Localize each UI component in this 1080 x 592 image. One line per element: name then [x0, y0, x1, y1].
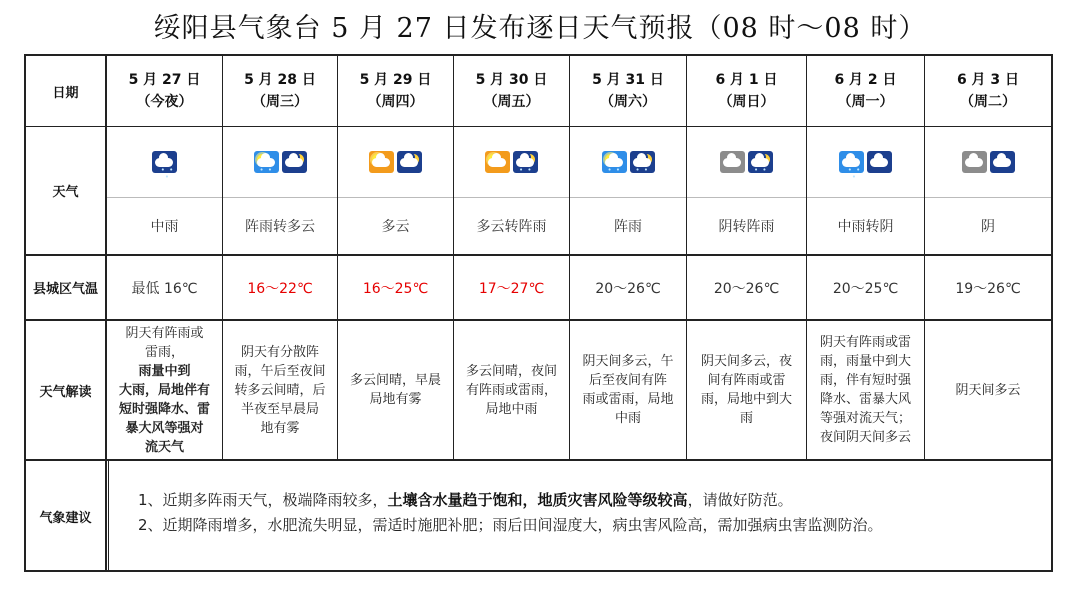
day-rain-icon: • • • — [839, 151, 864, 173]
interp-line: 暴大风等强对 — [125, 420, 204, 436]
interp-line: 雨或雷雨，局地 — [582, 392, 674, 407]
weather-desc: 阴转阵雨 — [718, 219, 775, 235]
night-overcast-icon — [867, 151, 892, 173]
row-label-weather: 天气 — [52, 185, 79, 200]
interp-line: 雨，午后至夜间 — [234, 363, 326, 379]
weekday-label: （周四） — [367, 94, 424, 110]
page-title: 绥阳县气象台 5 月 27 日发布逐日天气预报（08 时～08 时） — [153, 13, 927, 44]
weather-icons — [107, 127, 222, 197]
interp-line: 流天气 — [144, 439, 184, 455]
interp-line: 等强对流天气； — [819, 411, 911, 426]
night-shower-icon: • • — [630, 151, 655, 173]
interp-line: 雨量中到 — [138, 363, 191, 379]
interp-line: 半夜至早晨局 — [240, 401, 319, 417]
date-header — [338, 56, 453, 126]
interp-line: 雨 — [739, 411, 753, 426]
temperature: 20～25℃ — [832, 280, 899, 297]
date-header — [454, 56, 569, 126]
interp-line: 阴天有分散阵 — [240, 344, 319, 360]
weather-icons — [925, 127, 1051, 197]
date-header — [925, 56, 1051, 126]
icon-group — [152, 151, 177, 181]
icon-group — [720, 151, 773, 173]
icon-group — [839, 151, 892, 181]
night-partly-cloudy-icon — [397, 151, 422, 173]
interp-line: 短时强降水、雷 — [118, 401, 210, 417]
row-label-interp: 天气解读 — [39, 384, 92, 400]
date-label: 6 月 2 日 — [834, 72, 897, 88]
weekday-label: （周一） — [837, 94, 894, 110]
date-label: 6 月 3 日 — [956, 72, 1020, 88]
weather-interp — [107, 321, 222, 459]
day-shower-icon: • • — [254, 151, 279, 173]
weekday-label: （周二） — [960, 94, 1016, 110]
temperature: 16～22℃ — [247, 280, 313, 297]
weather-icons — [687, 127, 806, 197]
interp-line: 局地有雾 — [369, 392, 422, 407]
temperature: 17～27℃ — [478, 280, 545, 297]
day-partly-cloudy-icon — [369, 151, 394, 173]
date-label: 5 月 31 日 — [592, 72, 664, 88]
temperature: 最低 16℃ — [131, 280, 198, 297]
interp-line: 地有雾 — [260, 420, 300, 436]
interp-line: 雨，雨量中到大 — [819, 354, 911, 369]
weather-desc: 中雨转阴 — [837, 219, 894, 235]
weather-desc: 中雨 — [150, 219, 179, 235]
row-label-date: 日期 — [52, 85, 79, 101]
interp-line: 大雨，局地伴有 — [118, 382, 210, 398]
night-rain-icon: • • • — [152, 151, 177, 173]
date-header — [223, 56, 337, 126]
date-header — [570, 56, 686, 126]
interp-line: 阴天有阵雨或雷 — [819, 335, 911, 350]
interp-line: 局地中雨 — [485, 401, 538, 417]
interp-line: 多云间晴，早晨 — [349, 373, 441, 388]
date-label: 6 月 1 日 — [715, 72, 778, 88]
weather-interp — [687, 321, 806, 459]
interp-line: 阴天有阵雨或 — [125, 325, 204, 341]
temperature: 19～26℃ — [955, 280, 1021, 297]
row-label-advice: 气象建议 — [39, 511, 92, 526]
overcast-icon — [962, 151, 987, 173]
interp-line: 雨，局地中到大 — [700, 392, 792, 407]
weather-desc: 阵雨 — [614, 219, 642, 235]
weather-desc: 多云 — [381, 219, 410, 235]
interp-line: 雷雨， — [144, 344, 184, 360]
weekday-label: （周六） — [600, 94, 656, 110]
temperature: 20～26℃ — [713, 280, 780, 297]
advice-line-2: 2、近期降雨增多，水肥流失明显，需适时施肥补肥；雨后田间湿度大，病虫害风险高，需加强病虫害监测防治。 — [138, 516, 883, 534]
night-shower-icon: • • — [513, 151, 538, 173]
weekday-label: （周三） — [252, 94, 308, 110]
date-label: 5 月 29 日 — [359, 72, 432, 88]
interp-line: 后至夜间有阵 — [588, 373, 667, 388]
date-label: 5 月 28 日 — [244, 72, 316, 88]
icon-group — [602, 151, 655, 173]
advice-line-1: 1、近期多阵雨天气，极端降雨较多，土壤含水量趋于饱和，地质灾害风险等级较高，请做好防范。 — [138, 491, 793, 509]
weekday-label: （周日） — [718, 94, 775, 110]
weather-icons — [454, 127, 569, 197]
weather-interp — [454, 321, 569, 459]
date-label: 5 月 27 日 — [128, 72, 201, 88]
date-label: 5 月 30 日 — [475, 72, 548, 88]
row-label-temp: 县城区气温 — [32, 282, 98, 297]
weather-icons — [223, 127, 337, 197]
weather-interp — [570, 321, 686, 459]
temperature: 16～25℃ — [362, 280, 429, 297]
interp-line: 夜间阴天间多云 — [819, 430, 911, 445]
interp-line: 阴天间多云，夜 — [700, 354, 792, 369]
weather-interp — [807, 321, 924, 459]
day-shower-icon: • • — [602, 151, 627, 173]
interp-line: 雨，伴有短时强 — [819, 373, 911, 388]
date-header — [107, 56, 222, 126]
icon-group — [369, 151, 422, 173]
weather-icons — [570, 127, 686, 197]
weather-interp — [338, 321, 453, 459]
night-shower-icon: • • — [748, 151, 773, 173]
weather-icons — [338, 127, 453, 197]
night-overcast-icon — [990, 151, 1015, 173]
advice-text — [138, 488, 883, 538]
weather-desc: 多云转阵雨 — [476, 219, 547, 235]
weather-desc: 阵雨转多云 — [245, 219, 315, 235]
interp-line: 阴天间多云 — [955, 382, 1021, 398]
interp-line: 多云间晴，夜间 — [465, 363, 557, 379]
weekday-label: （今夜） — [136, 94, 193, 110]
weather-interp — [223, 321, 337, 459]
day-partly-cloudy-icon — [485, 151, 510, 173]
interp-line: 降水、雷暴大风 — [819, 392, 911, 407]
interp-line: 阴天间多云，午 — [582, 354, 674, 369]
weekday-label: （周五） — [483, 94, 540, 110]
overcast-icon — [720, 151, 745, 173]
night-partly-cloudy-icon — [282, 151, 307, 173]
interp-line: 间有阵雨或雷 — [707, 373, 786, 388]
weather-icons — [807, 127, 924, 197]
weather-desc: 阴 — [981, 219, 995, 235]
temperature: 20～26℃ — [595, 280, 661, 297]
icon-group — [254, 151, 307, 173]
date-header — [807, 56, 924, 126]
interp-line: 转多云间晴，后 — [234, 382, 326, 398]
weather-interp — [925, 321, 1051, 459]
interp-line: 有阵雨或雷雨， — [465, 382, 557, 398]
icon-group — [962, 151, 1015, 173]
interp-line: 中雨 — [614, 411, 641, 426]
icon-group — [485, 151, 538, 173]
date-header — [687, 56, 806, 126]
